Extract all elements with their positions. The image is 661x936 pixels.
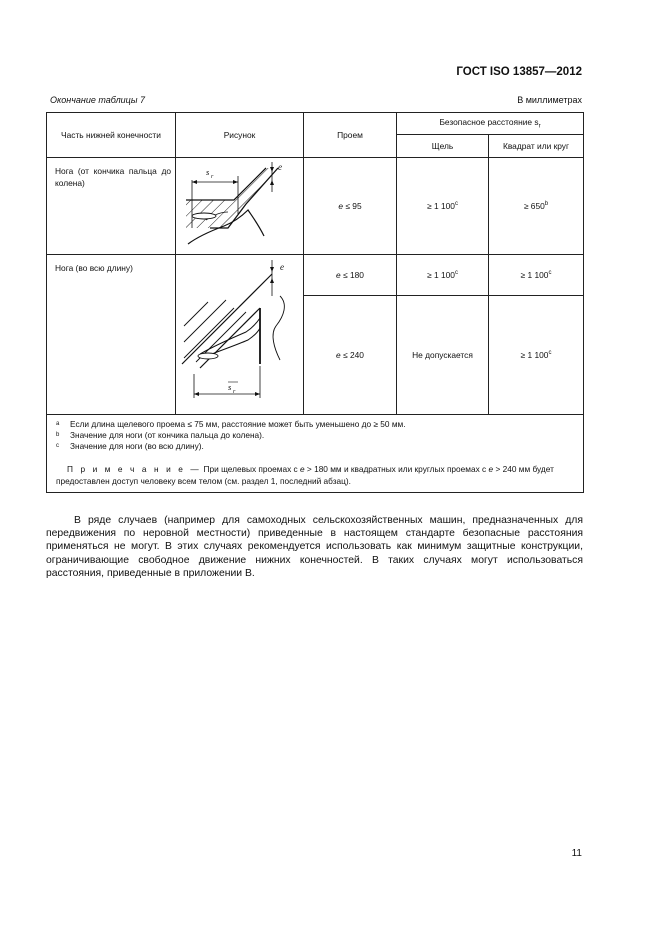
row2-square-value: ≥ 1 100 — [520, 270, 549, 280]
header-slot: Щель — [397, 135, 489, 158]
header-safety-distance-subscript: r — [538, 123, 541, 130]
row1-opening-rel: ≤ 95 — [345, 201, 362, 211]
table-header-row — [47, 113, 584, 135]
footnote-a — [56, 419, 574, 430]
footnote-b — [56, 430, 574, 441]
row2-square — [489, 255, 584, 296]
row1-opening-var: e — [338, 201, 344, 211]
e-label: e — [278, 162, 282, 172]
table-row — [47, 158, 584, 255]
footnote-b-mark: b — [56, 432, 60, 438]
sr-s-label: s — [206, 167, 210, 177]
row3-slot: Не допускается — [397, 296, 489, 415]
footnote-a-mark: a — [56, 421, 60, 427]
row1-square — [489, 158, 584, 255]
sr-r-label: r — [211, 174, 214, 180]
row1-slot-value: ≥ 1 100 — [427, 201, 455, 211]
row2-slot-note: c — [454, 270, 458, 277]
row2-slot — [397, 255, 489, 296]
row2-slot-value: ≥ 1 100 — [427, 270, 455, 280]
row1-square-note: b — [544, 201, 549, 208]
row1-slot — [397, 158, 489, 255]
row2-part: Нога (во всю длину) — [47, 255, 176, 415]
table-row — [47, 255, 584, 296]
row3-opening-rel: ≤ 240 — [343, 350, 364, 360]
e-label-2: e — [280, 261, 284, 272]
row1-figure — [176, 158, 304, 255]
table-note — [56, 463, 574, 487]
header-opening: Проем — [304, 113, 397, 158]
footnote-c-text: Значение для ноги (во всю длину). — [70, 441, 204, 451]
table-units-label: В миллиметрах — [517, 95, 582, 105]
sr-r-label-2: r — [233, 388, 236, 395]
note-v2: e — [488, 464, 494, 474]
row2-opening — [304, 255, 397, 296]
row2-figure — [176, 255, 304, 415]
row1-slot-note: c — [454, 201, 458, 208]
table-continuation-caption: Окончание таблицы 7 — [50, 95, 145, 105]
table-notes-row — [47, 415, 584, 493]
safety-distance-table — [46, 112, 584, 493]
row1-square-value: ≥ 650 — [523, 201, 545, 211]
row1-opening — [304, 158, 397, 255]
footnote-a-text: Если длина щелевого проема ≤ 75 мм, расстояние может быть уменьшено до ≥ 50 мм. — [70, 419, 406, 429]
header-safety-distance-text: Безопасное расстояние s — [439, 117, 539, 128]
row2-opening-var: e — [336, 270, 341, 280]
body-paragraph-text: В ряде случаев (например для самоходных сельскохозяйственных машин, предназначенных для передвижения по неровной местности) приведенные в настоящем стандарте безопасные расстояния применяться не могут. В этих случаях рекомендуется использовать как минимум защитные конструкции, ограничивающие свободное движение нижних конечностей. В таких случаях могут использоваться расстояния, приведенные в приложении В. — [46, 515, 583, 579]
row2-square-note: c — [548, 270, 552, 277]
note-t3: > 240 мм будет предоставлен доступ человеку всем телом (см. раздел 1, последний абзац). — [56, 464, 554, 486]
sr-s-label-2: s — [228, 381, 232, 392]
table-notes — [47, 415, 584, 493]
header-square-round: Квадрат или круг — [489, 135, 584, 158]
row3-opening — [304, 296, 397, 415]
header-figure: Рисунок — [176, 113, 304, 158]
note-t2: > 180 мм и квадратных или круглых проемах с — [304, 464, 489, 474]
note-label: П р и м е ч а н и е — — [67, 464, 202, 474]
footnote-c — [56, 441, 574, 452]
note-v1: e — [300, 464, 305, 474]
page-number: 11 — [571, 848, 582, 859]
row3-square-value: ≥ 1 100 — [520, 350, 549, 360]
note-t1: При щелевых проемах с — [201, 464, 300, 474]
footnote-b-text: Значение для ноги (от кончика пальца до колена). — [70, 430, 265, 440]
header-part: Часть нижней конечности — [47, 113, 176, 158]
document-standard-header: ГОСТ ISO 13857—2012 — [456, 66, 582, 78]
row3-opening-var: e — [336, 350, 341, 360]
header-safety-distance — [397, 113, 584, 135]
row3-square — [489, 296, 584, 415]
row3-square-note: c — [548, 350, 552, 357]
full-leg-reach-diagram — [176, 256, 304, 414]
row1-part: Нога (от кончика пальца до колена) — [47, 158, 176, 255]
footnote-c-mark: c — [56, 443, 59, 449]
toe-to-knee-reach-diagram — [176, 158, 304, 254]
body-paragraph — [46, 514, 583, 580]
row2-opening-rel: ≤ 180 — [343, 270, 364, 280]
